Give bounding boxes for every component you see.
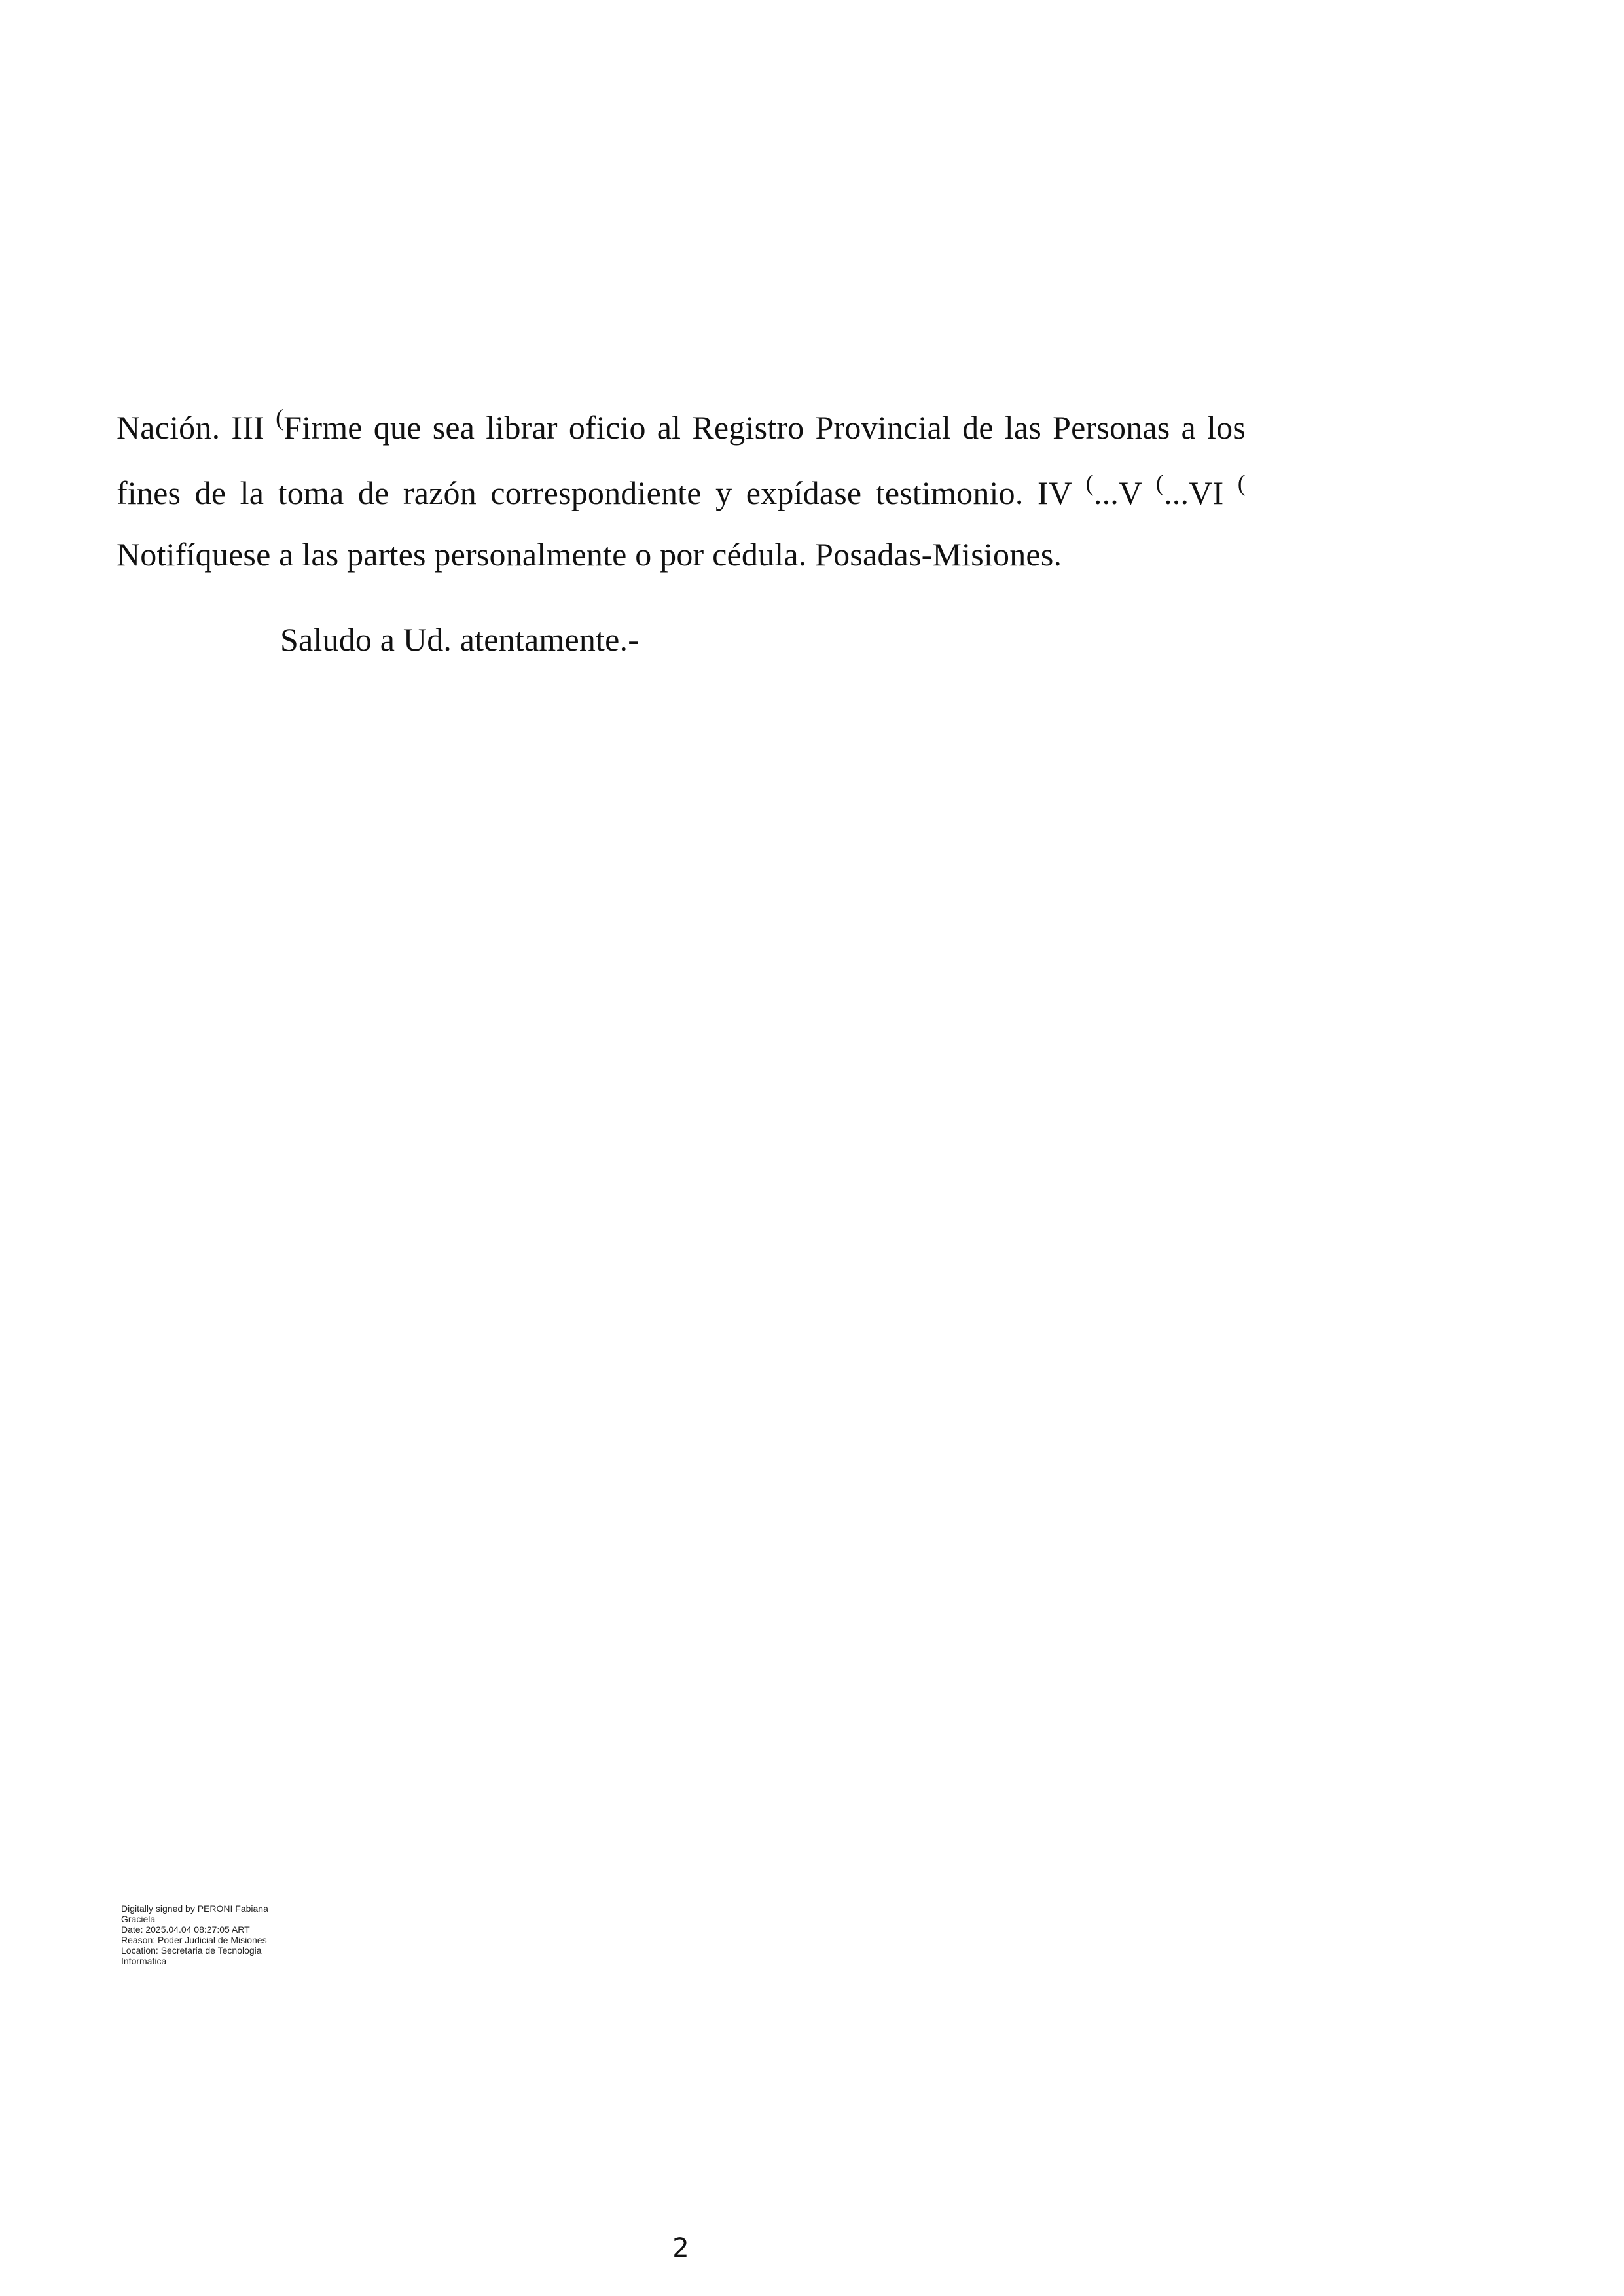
body-text-line-2 — [117, 471, 1246, 509]
signature-line: Informatica — [121, 1956, 167, 1966]
body-text-line-3: Notifíquese a las partes personalmente o por cédula. Posadas-Misiones. — [117, 536, 1062, 573]
line-2-text: fines de la toma de razón correspondiente y expídase testimonio. IV — [117, 475, 1072, 511]
body-text-line-1 — [117, 406, 1246, 444]
signature-line: Location: Secretaria de Tecnologia — [121, 1945, 262, 1956]
line-1-paren: ( — [276, 404, 284, 431]
line-1-start: Nación. III — [117, 409, 264, 446]
line-2-paren-2: ( — [1155, 470, 1164, 496]
line-2-mid-2: ...VI — [1164, 475, 1224, 511]
line-2-mid-1: ...V — [1093, 475, 1142, 511]
line-2-paren-3: ( — [1237, 470, 1246, 496]
signature-line: Graciela — [121, 1914, 156, 1924]
signature-line: Digitally signed by PERONI Fabiana — [121, 1903, 268, 1914]
signature-line: Reason: Poder Judicial de Misiones — [121, 1935, 267, 1945]
line-2-paren-1: ( — [1085, 470, 1094, 496]
line-1-rest: Firme que sea librar oficio al Registro Provincial de las Personas a los — [283, 409, 1246, 446]
closing-salutation: Saludo a Ud. atentamente.- — [280, 621, 640, 658]
digital-signature-stamp — [121, 1903, 317, 1966]
page-number: 2 — [672, 2233, 689, 2263]
signature-line: Date: 2025.04.04 08:27:05 ART — [121, 1924, 250, 1935]
